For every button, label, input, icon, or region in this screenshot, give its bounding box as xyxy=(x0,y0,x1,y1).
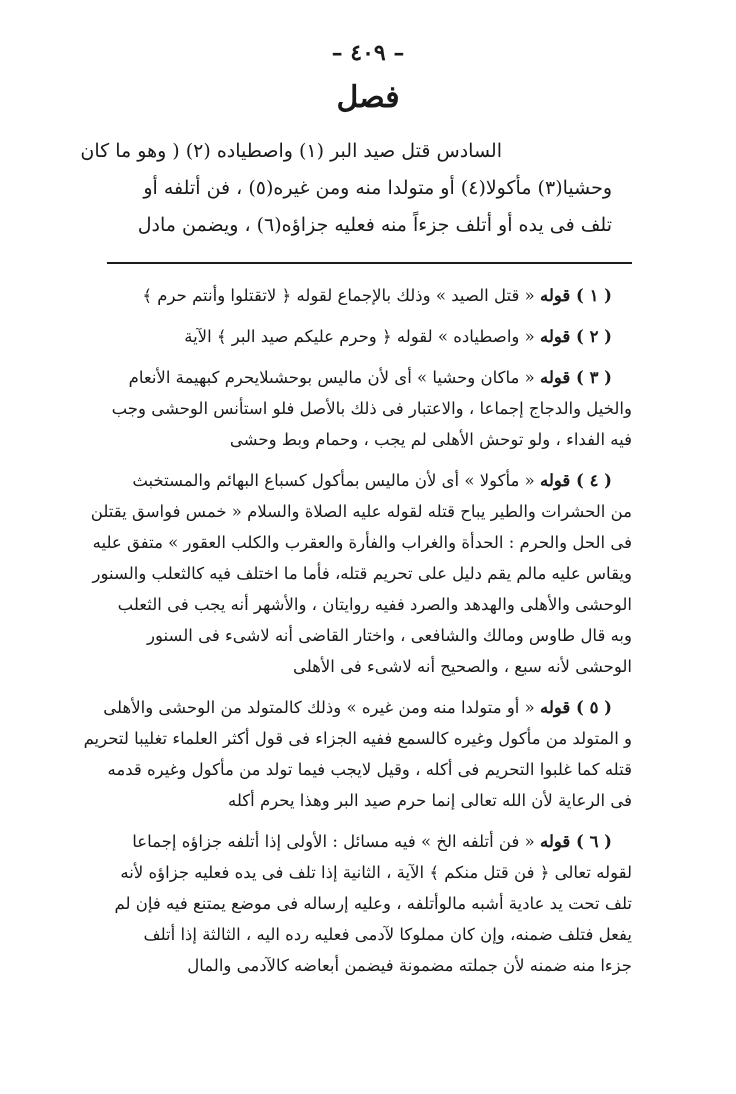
footnote-marker: ( ٦ ) قوله xyxy=(539,832,612,851)
footnote-4 xyxy=(90,465,632,682)
main-text-line: السادس قتل صيد البر (١) واصطياده (٢) ( وهو ما كان xyxy=(80,140,502,162)
footnote-1 xyxy=(102,280,632,311)
footnote-text: جزءا منه ضمنه لأن جملته مضمونة فيضمن أبعاضه كالآدمى والمال xyxy=(187,956,632,975)
footnote-text: ويقاس عليه مالم يقم دليل على تحريم قتله، فأما ما اختلف فيه كالثعلب والسنور xyxy=(92,564,632,583)
footnote-text: « أو متولدا منه ومن غيره » وذلك كالمتولد من الوحشى والأهلى xyxy=(103,698,535,717)
footnote-text: الوحشى لأنه سبع ، والصحيح أنه لاشىء فى الأهلى xyxy=(292,657,632,676)
main-text-line: وحشيا(٣) مأكولا(٤) أو متولدا منه ومن غيره(٥) ، فن أتلفه أو xyxy=(143,177,612,199)
footnote-5 xyxy=(83,692,632,816)
footnote-marker: ( ٤ ) قوله xyxy=(539,471,612,490)
footnote-3 xyxy=(102,362,632,455)
footnote-text: تلف تحت يد عادية أشبه مالوأتلفه ، وعليه إرساله فى موضع يمتنع فيه فإن لم xyxy=(114,894,632,913)
footnote-marker: ( ٣ ) قوله xyxy=(539,368,612,387)
footnote-text: فى الرعاية لأن الله تعالى إنما حرم صيد البر وهذا يحرم أكله xyxy=(227,791,632,810)
footnote-text: قتله كما غلبوا التحريم فى أكله ، وقيل لايجب فيما تولد من مأكول وغيره قدمه xyxy=(107,760,632,779)
footnote-text: « فن أتلفه الخ » فيه مسائل : الأولى إذا أتلفه جزاؤه إجماعا xyxy=(132,832,535,851)
page-number: – ٤٠٩ – xyxy=(331,40,405,66)
section-title: فصل xyxy=(336,80,400,115)
footnote-text: فى الحل والحرم : الحدأة والغراب والفأرة والعقرب والكلب العقور » متفق عليه xyxy=(92,533,632,552)
footnote-6 xyxy=(102,826,632,981)
main-text-line: تلف فى يده أو أتلف جزءاً منه فعليه جزاؤه(٦) ، ويضمن مادل xyxy=(137,214,612,236)
footnote-text: وبه قال طاوس ومالك والشافعى ، واختار القاضى أنه لاشىء فى السنور xyxy=(147,626,632,645)
footnote-text: لقوله تعالى ﴿ فن قتل منكم ﴾ الآية ، الثانية إذا تلف فى يده فعليه جزاؤه لأنه xyxy=(120,863,632,882)
footnote-marker: ( ٥ ) قوله xyxy=(539,698,612,717)
footnote-text: « ماكان وحشيا » أى لأن ماليس بوحشىلايحرم كبهيمة الأنعام xyxy=(128,368,535,387)
footnote-text: « قتل الصيد » وذلك بالإجماع لقوله ﴿ لاتقتلوا وأنتم حرم ﴾ xyxy=(142,286,535,305)
footnote-text: الوحشى والأهلى والهدهد والصرد ففيه روايتان ، والأشهر أنه يجب فى الثعلب xyxy=(117,595,632,614)
footnote-text: « واصطياده » لقوله ﴿ وحرم عليكم صيد البر ﴾ الآية xyxy=(184,327,535,346)
footnote-separator xyxy=(107,262,632,264)
footnote-text: فيه الفداء ، ولو توحش الأهلى لم يجب ، وحمام وبط وحشى xyxy=(229,430,632,449)
footnote-2 xyxy=(102,321,632,352)
footnote-text: والخيل والدجاج إجماعا ، والاعتبار فى ذلك بالأصل فلو استأنس الوحشى وجب xyxy=(111,399,632,418)
footnote-text: يفعل فتلف ضمنه، وإن كان مملوكا لآدمى فعليه رده اليه ، الثالثة إذا أتلف xyxy=(143,925,632,944)
footnote-marker: ( ٢ ) قوله xyxy=(539,327,612,346)
footnote-marker: ( ١ ) قوله xyxy=(539,286,612,305)
footnotes xyxy=(83,280,632,991)
footnote-text: و المتولد من مأكول وغيره كالسمع ففيه الجزاء فى قول أكثر العلماء تغليبا لتحريم xyxy=(83,729,632,748)
footnote-text: من الحشرات والطير يباح قتله لقوله عليه الصلاة والسلام « خمس فواسق يقتلن xyxy=(90,502,632,521)
main-text xyxy=(80,133,612,244)
footnote-text: « مأكولا » أى لأن ماليس بمأكول كسباع البهائم والمستخبث xyxy=(132,471,535,490)
